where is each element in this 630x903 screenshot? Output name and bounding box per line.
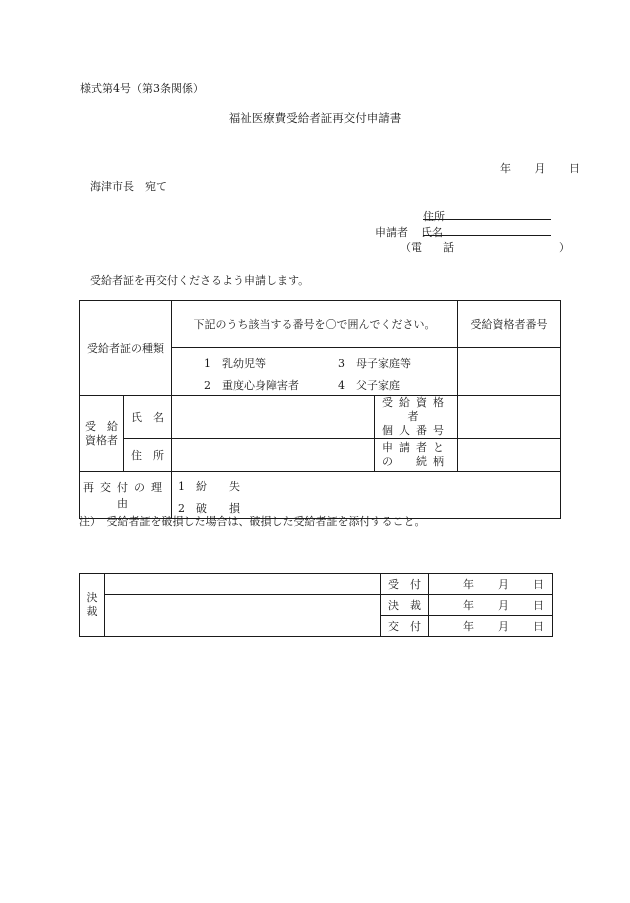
document-title: 福祉医療費受給者証再交付申請書 [228,111,402,125]
reason-options[interactable] [172,472,561,519]
date-year-label: 年 [500,162,511,175]
applicant-name-label: 氏名 [421,226,443,239]
certificate-type-label: 受給者証の種類 [80,301,172,396]
qualification-number-label: 受給資格者番号 [458,301,561,348]
recipient-label [80,396,124,472]
type-option-3[interactable] [338,355,411,371]
decision-blank-bottom[interactable] [105,595,381,637]
decision-blank-top[interactable] [105,574,381,595]
decision-month-label: 月 [498,620,509,633]
phone-label: 話 [443,241,454,254]
type-option-label: 乳幼児等 [222,356,266,370]
applicant-name-field[interactable] [423,235,551,236]
application-date [470,160,580,176]
recipient-label-line-1: 受 給 [85,419,118,433]
type-option-1[interactable] [204,355,266,371]
relationship-label-line-2: の 続柄 [382,455,450,468]
reason-label: 再交付の理由 [80,472,172,519]
intro-text: 受給者証を再交付くださるよう申請します。 [90,274,310,287]
recipient-name-label: 氏 名 [124,396,172,439]
recipient-address-field[interactable] [172,439,375,472]
date-day-label: 日 [569,162,580,175]
personal-number-label [375,396,458,439]
decision-day-label: 日 [533,578,544,591]
reason-option-lost[interactable] [178,478,240,494]
addressee: 海津市長 宛て [90,180,167,193]
qualification-number-field[interactable] [458,348,561,396]
decision-year-label: 年 [463,599,474,612]
applicant-address-label: 住所 [423,210,445,223]
decision-day-label: 日 [533,599,544,612]
applicant-phone-row[interactable] [400,239,570,255]
relationship-field[interactable] [458,439,561,472]
recipient-name-field[interactable] [172,396,375,439]
decision-row-label: 交 付 [381,616,429,637]
application-table [79,300,561,519]
decision-date[interactable] [429,595,553,616]
reason-number: 1 [178,479,185,493]
decision-month-label: 月 [498,578,509,591]
phone-close-label: ） [559,241,570,254]
decision-year-label: 年 [463,620,474,633]
applicant-name-row [375,224,443,240]
decision-day-label: 日 [533,620,544,633]
applicant-address-field[interactable] [423,219,551,220]
reason-number: 2 [178,501,185,515]
personal-number-field[interactable] [458,396,561,439]
decision-side-label-line-2: 裁 [86,605,98,618]
date-month-label: 月 [534,162,546,175]
type-option-label: 重度心身障害者 [222,378,299,392]
decision-date[interactable] [429,616,553,637]
decision-row-label: 受 付 [381,574,429,595]
recipient-address-label: 住 所 [124,439,172,472]
type-option-label: 母子家庭等 [356,356,411,370]
note-text: 注） 受給者証を破損した場合は、破損した受給者証を添付すること。 [79,515,426,528]
form-number: 様式第4号（第3条関係） [80,82,204,95]
certificate-type-options[interactable] [172,348,458,396]
type-option-number: 1 [204,356,211,370]
applicant-label: 申請者 [375,226,408,239]
decision-date[interactable] [429,574,553,595]
decision-table [79,573,553,637]
certificate-type-instruction: 下記のうち該当する番号を〇で囲んでください。 [172,301,458,348]
type-option-4[interactable] [338,377,400,393]
reason-text: 破 損 [196,501,240,515]
decision-year-label: 年 [463,578,474,591]
decision-side-label-line-1: 決 [86,591,98,604]
decision-side-label [80,574,105,637]
relationship-label-line-1: 申請者と [382,441,450,454]
type-option-label: 父子家庭 [356,378,400,392]
type-option-2[interactable] [204,377,299,393]
recipient-label-line-2: 資格者 [85,433,118,447]
relationship-label [375,439,458,472]
type-option-number: 4 [338,378,345,392]
personal-number-label-line-1: 受給資格者 [382,396,450,423]
reason-text: 紛 失 [196,479,240,493]
type-option-number: 2 [204,378,211,392]
decision-month-label: 月 [498,599,509,612]
type-option-number: 3 [338,356,345,370]
personal-number-label-line-2: 個人番号 [382,424,450,437]
decision-row-label: 決 裁 [381,595,429,616]
phone-open-label: （電 [400,241,422,254]
